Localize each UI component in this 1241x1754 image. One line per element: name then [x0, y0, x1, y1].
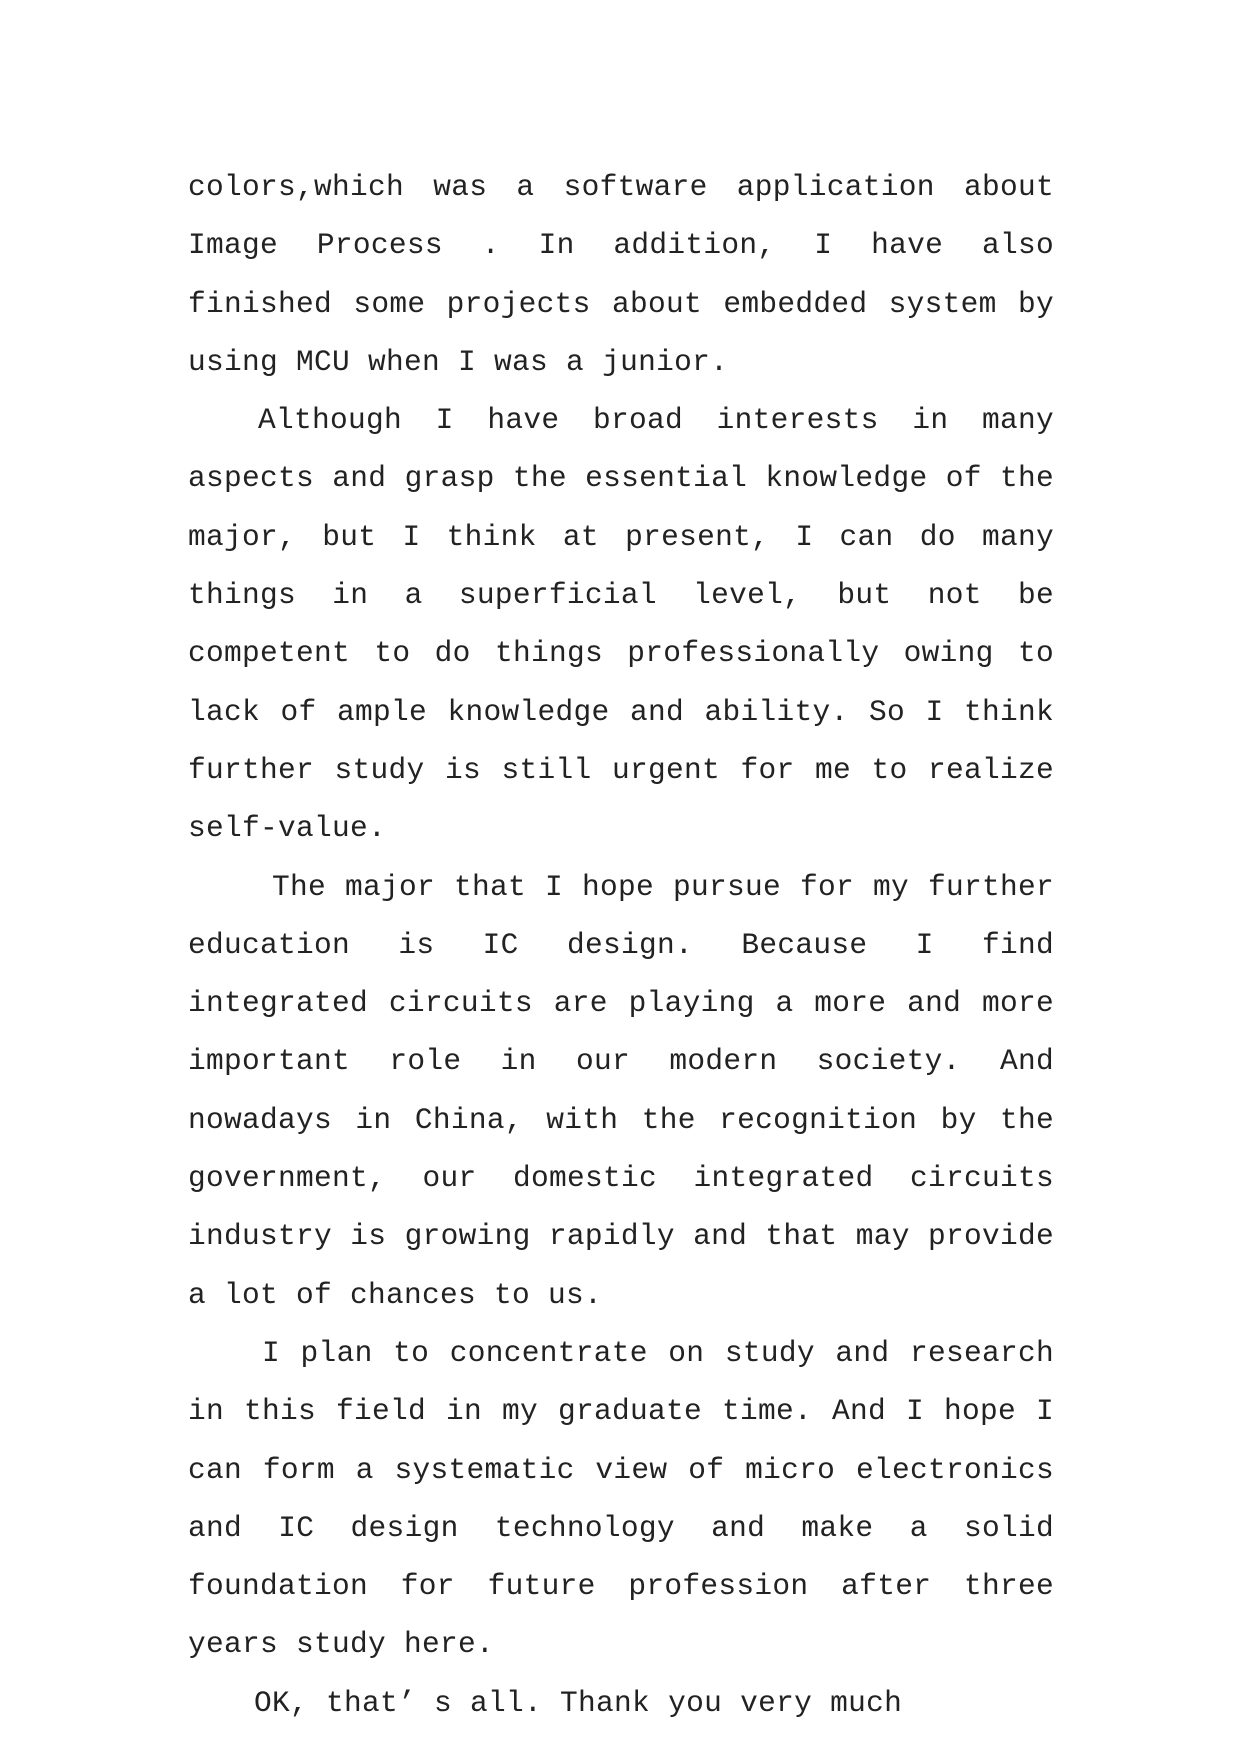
paragraph-major: The major that I hope pursue for my further education is IC design. Because I find integrated circuits are playing a more and more important role in our modern society. And nowadays in China, with the recognition by the government, our domestic integrated circuits industry is growing rapidly and that may provide a lot of chances to us. — [188, 869, 1054, 1312]
paragraph-closing: OK, that’ s all. Thank you very much — [254, 1685, 903, 1720]
paragraph-continuation: colors,which was a software application about Image Process . In addition, I have also finished some projects about embedded system by using MCU when I was a junior. — [188, 170, 1054, 379]
paragraph-interests: Although I have broad interests in many aspects and grasp the essential knowledge of the major, but I think at present, I can do many things in a superficial level, but not be competent to do things professionally owing to lack of ample knowledge and ability. So I think further study is still urgent for me to realize self-value. — [188, 403, 1054, 846]
document-body — [188, 158, 1054, 1732]
paragraph-plan: I plan to concentrate on study and research in this field in my graduate time. And I hope I can form a systematic view of micro electronics and IC design technology and make a solid foundation for future profession after three years study here. — [188, 1335, 1054, 1662]
